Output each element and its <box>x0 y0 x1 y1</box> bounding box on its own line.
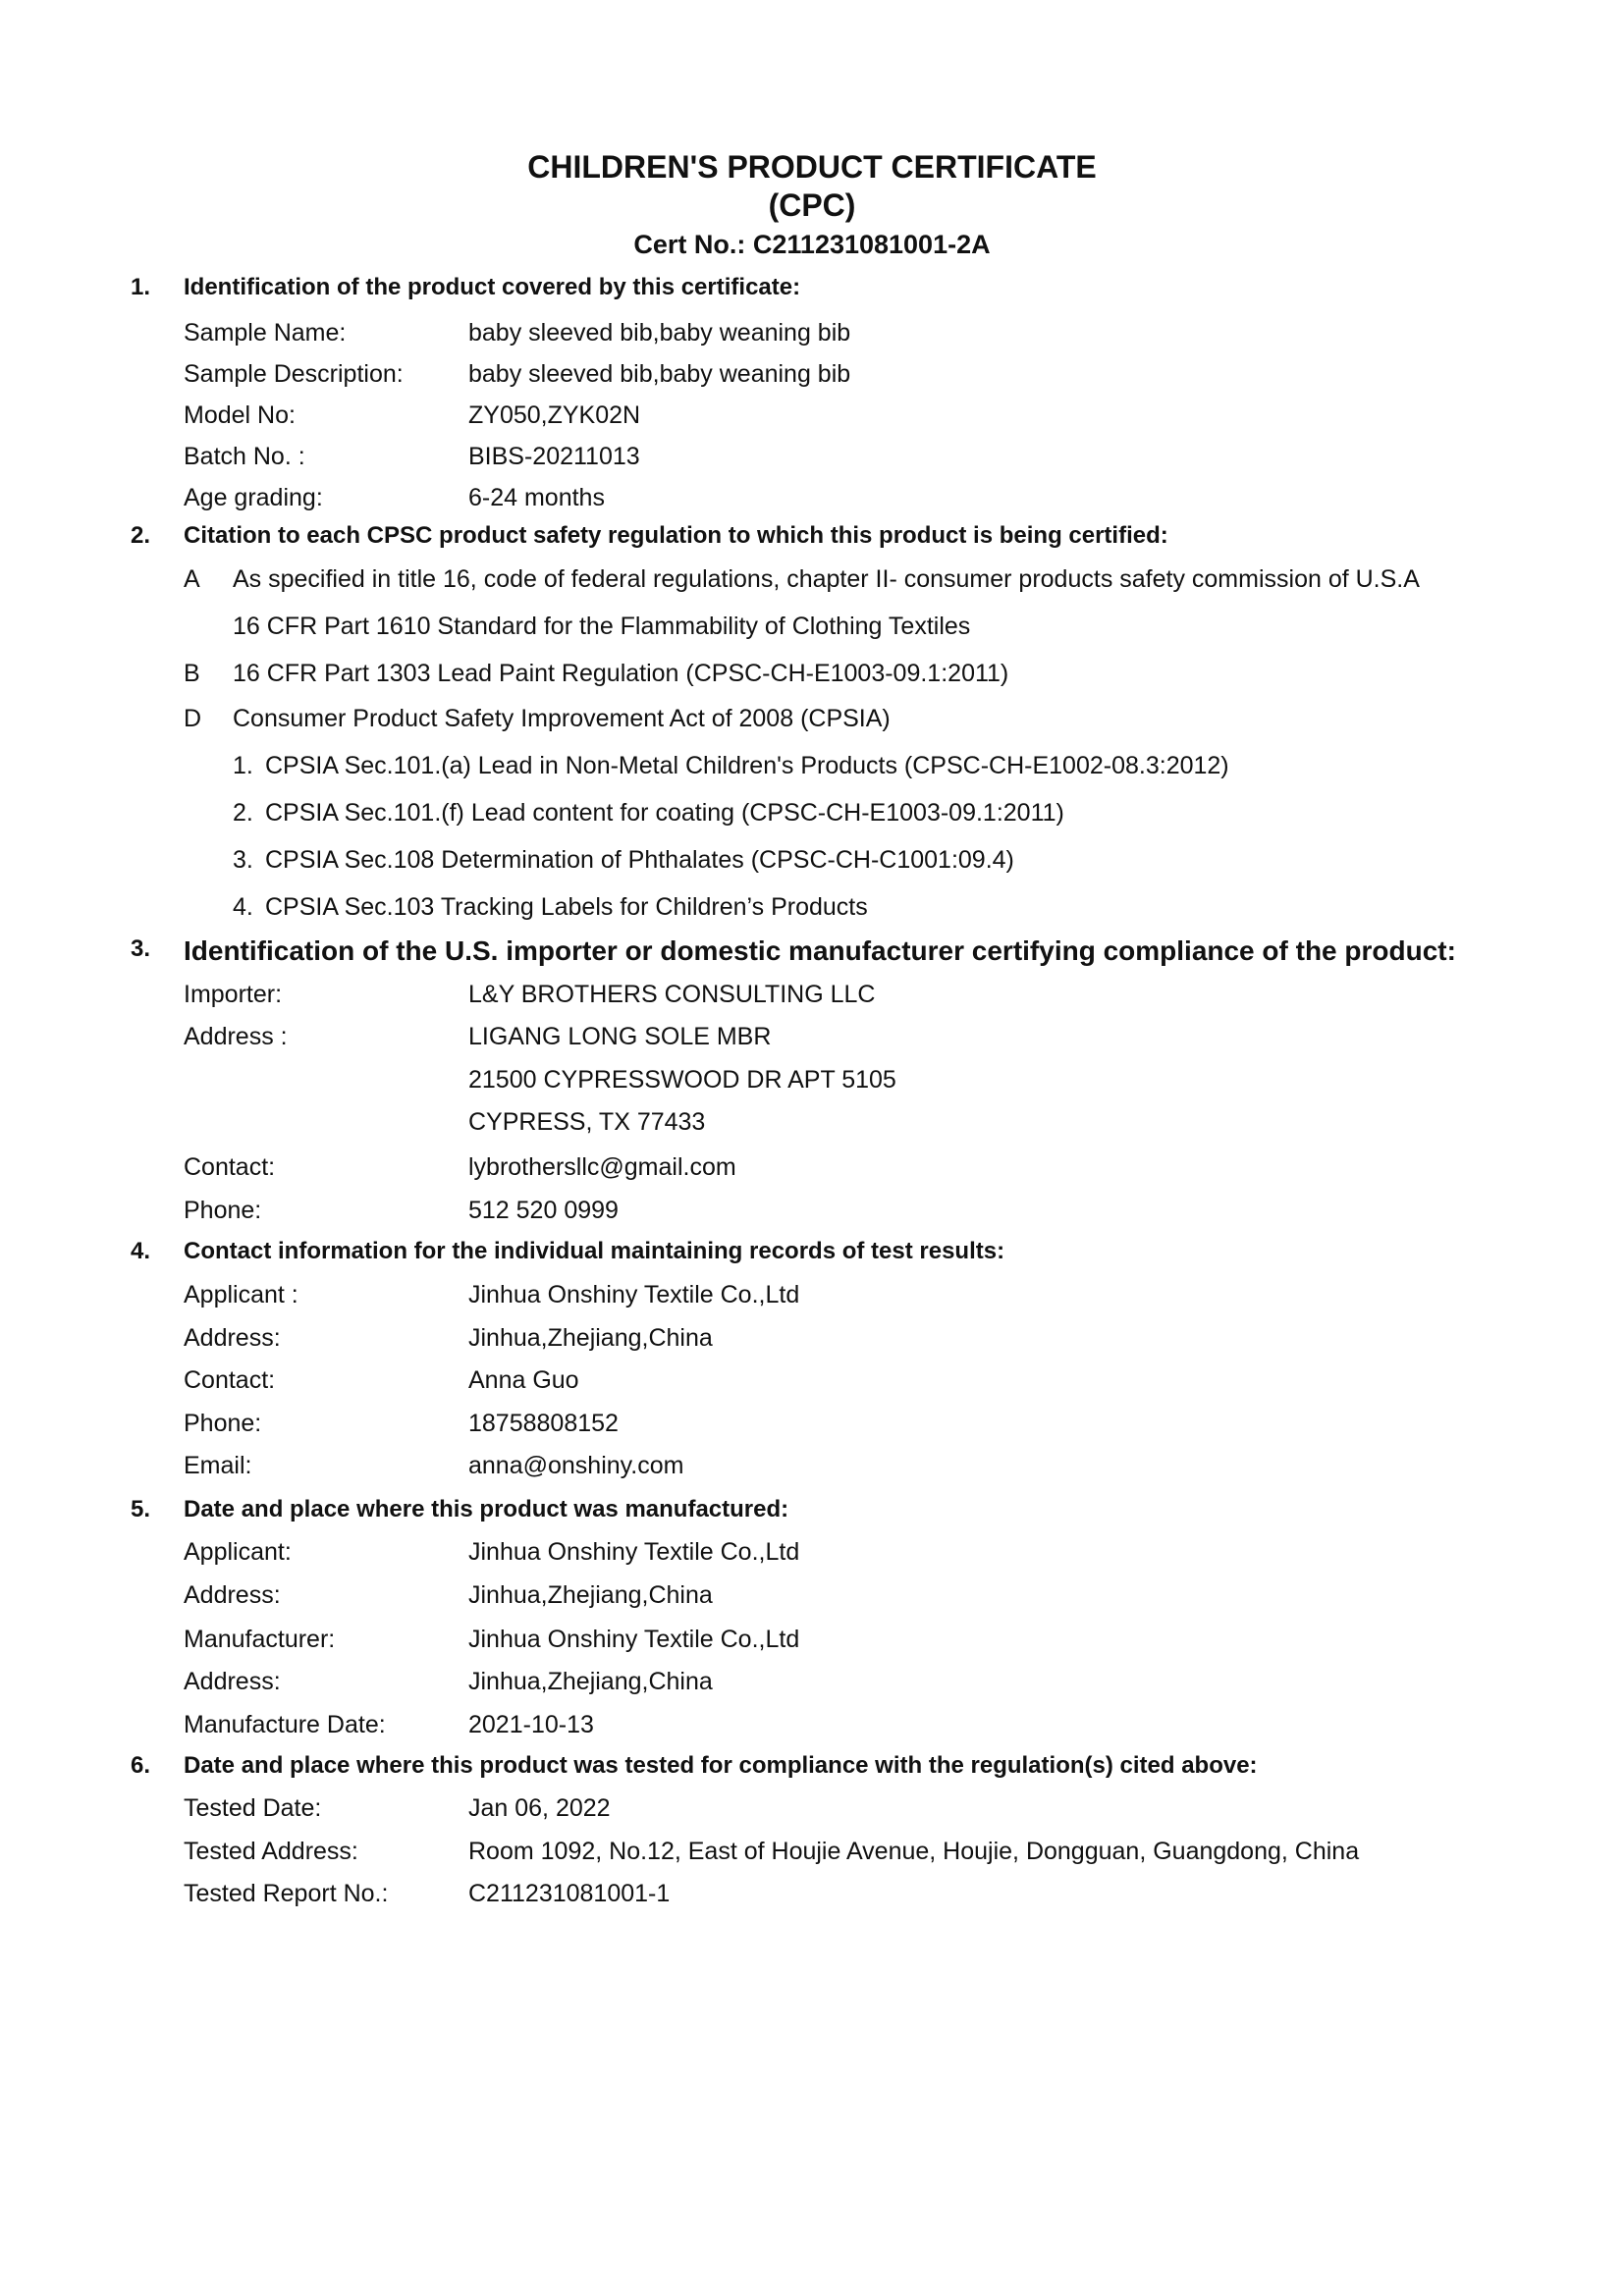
field-label: Phone: <box>184 1197 262 1224</box>
section-number: 5. <box>131 1496 151 1522</box>
field-value: Jinhua Onshiny Textile Co.,Ltd <box>468 1281 800 1308</box>
field-value: Jinhua,Zhejiang,China <box>468 1581 713 1609</box>
citation-subitem-number: 1. <box>233 752 253 779</box>
field-label: Sample Description: <box>184 360 404 388</box>
citation-text: As specified in title 16, code of federal regulations, chapter II- consumer products safety commission of U.S.A <box>233 565 1420 593</box>
section-heading: Identification of the product covered by this certificate: <box>184 274 801 300</box>
citation-letter: B <box>184 660 200 687</box>
field-label: Tested Date: <box>184 1794 322 1822</box>
citation-text: 16 CFR Part 1303 Lead Paint Regulation (CPSC-CH-E1003-09.1:2011) <box>233 660 1009 687</box>
field-label: Address: <box>184 1324 281 1352</box>
document-subtitle: (CPC) <box>768 187 856 223</box>
field-value: baby sleeved bib,baby weaning bib <box>468 360 851 388</box>
field-value: L&Y BROTHERS CONSULTING LLC <box>468 981 876 1008</box>
section-number: 6. <box>131 1752 151 1779</box>
section-number: 4. <box>131 1238 151 1264</box>
field-label: Address : <box>184 1023 288 1050</box>
field-value: baby sleeved bib,baby weaning bib <box>468 319 851 347</box>
field-value: 21500 CYPRESSWOOD DR APT 5105 <box>468 1066 896 1094</box>
field-value: Jan 06, 2022 <box>468 1794 611 1822</box>
section-heading: Date and place where this product was manufactured: <box>184 1496 789 1522</box>
field-value: Jinhua,Zhejiang,China <box>468 1668 713 1695</box>
field-value: 2021-10-13 <box>468 1711 594 1738</box>
citation-letter: D <box>184 705 202 732</box>
section-number: 3. <box>131 935 151 962</box>
citation-letter: A <box>184 565 200 593</box>
field-value: C211231081001-1 <box>468 1880 671 1907</box>
citation-subitem-text: CPSIA Sec.101.(a) Lead in Non-Metal Children's Products (CPSC-CH-E1002-08.3:2012) <box>265 752 1229 779</box>
field-value: Anna Guo <box>468 1366 579 1394</box>
section-number: 1. <box>131 274 151 300</box>
field-label: Sample Name: <box>184 319 347 347</box>
field-value: LIGANG LONG SOLE MBR <box>468 1023 772 1050</box>
field-label: Address: <box>184 1668 281 1695</box>
field-value: lybrothersllc@gmail.com <box>468 1153 736 1181</box>
cert-number: Cert No.: C211231081001-2A <box>633 230 991 259</box>
field-label: Contact: <box>184 1366 276 1394</box>
field-label: Phone: <box>184 1410 262 1437</box>
citation-text: Consumer Product Safety Improvement Act of 2008 (CPSIA) <box>233 705 891 732</box>
field-label: Tested Address: <box>184 1838 358 1865</box>
field-label: Applicant : <box>184 1281 298 1308</box>
citation-subitem-number: 4. <box>233 893 253 921</box>
field-label: Manufacture Date: <box>184 1711 386 1738</box>
field-label: Address: <box>184 1581 281 1609</box>
citation-subitem-number: 2. <box>233 799 253 827</box>
field-label: Applicant: <box>184 1538 292 1566</box>
field-label: Contact: <box>184 1153 276 1181</box>
field-value: Room 1092, No.12, East of Houjie Avenue, Houjie, Dongguan, Guangdong, China <box>468 1838 1360 1865</box>
field-value: ZY050,ZYK02N <box>468 401 641 429</box>
field-label: Tested Report No.: <box>184 1880 389 1907</box>
section-heading: Identification of the U.S. importer or domestic manufacturer certifying compliance of the product: <box>184 935 1456 966</box>
citation-subitem-text: CPSIA Sec.103 Tracking Labels for Children’s Products <box>265 893 868 921</box>
field-label: Age grading: <box>184 484 323 511</box>
field-value: anna@onshiny.com <box>468 1452 684 1479</box>
section-heading: Date and place where this product was tested for compliance with the regulation(s) cited above: <box>184 1752 1258 1779</box>
section-heading: Contact information for the individual maintaining records of test results: <box>184 1238 1005 1264</box>
document-title: CHILDREN'S PRODUCT CERTIFICATE <box>527 149 1097 185</box>
field-label: Manufacturer: <box>184 1626 336 1653</box>
field-label: Model No: <box>184 401 296 429</box>
section-heading: Citation to each CPSC product safety regulation to which this product is being certified: <box>184 522 1168 549</box>
field-value: 512 520 0999 <box>468 1197 619 1224</box>
field-label: Email: <box>184 1452 252 1479</box>
section-number: 2. <box>131 522 151 549</box>
field-label: Batch No. : <box>184 443 305 470</box>
field-value: Jinhua,Zhejiang,China <box>468 1324 713 1352</box>
citation-subitem-number: 3. <box>233 846 253 874</box>
citation-subitem-text: CPSIA Sec.101.(f) Lead content for coating (CPSC-CH-E1003-09.1:2011) <box>265 799 1064 827</box>
citation-text: 16 CFR Part 1610 Standard for the Flammability of Clothing Textiles <box>233 613 971 640</box>
field-value: 18758808152 <box>468 1410 619 1437</box>
field-value: Jinhua Onshiny Textile Co.,Ltd <box>468 1538 800 1566</box>
field-value: 6-24 months <box>468 484 605 511</box>
field-value: Jinhua Onshiny Textile Co.,Ltd <box>468 1626 800 1653</box>
field-label: Importer: <box>184 981 283 1008</box>
field-value: BIBS-20211013 <box>468 443 640 470</box>
citation-subitem-text: CPSIA Sec.108 Determination of Phthalates (CPSC-CH-C1001:09.4) <box>265 846 1014 874</box>
field-value: CYPRESS, TX 77433 <box>468 1108 706 1136</box>
